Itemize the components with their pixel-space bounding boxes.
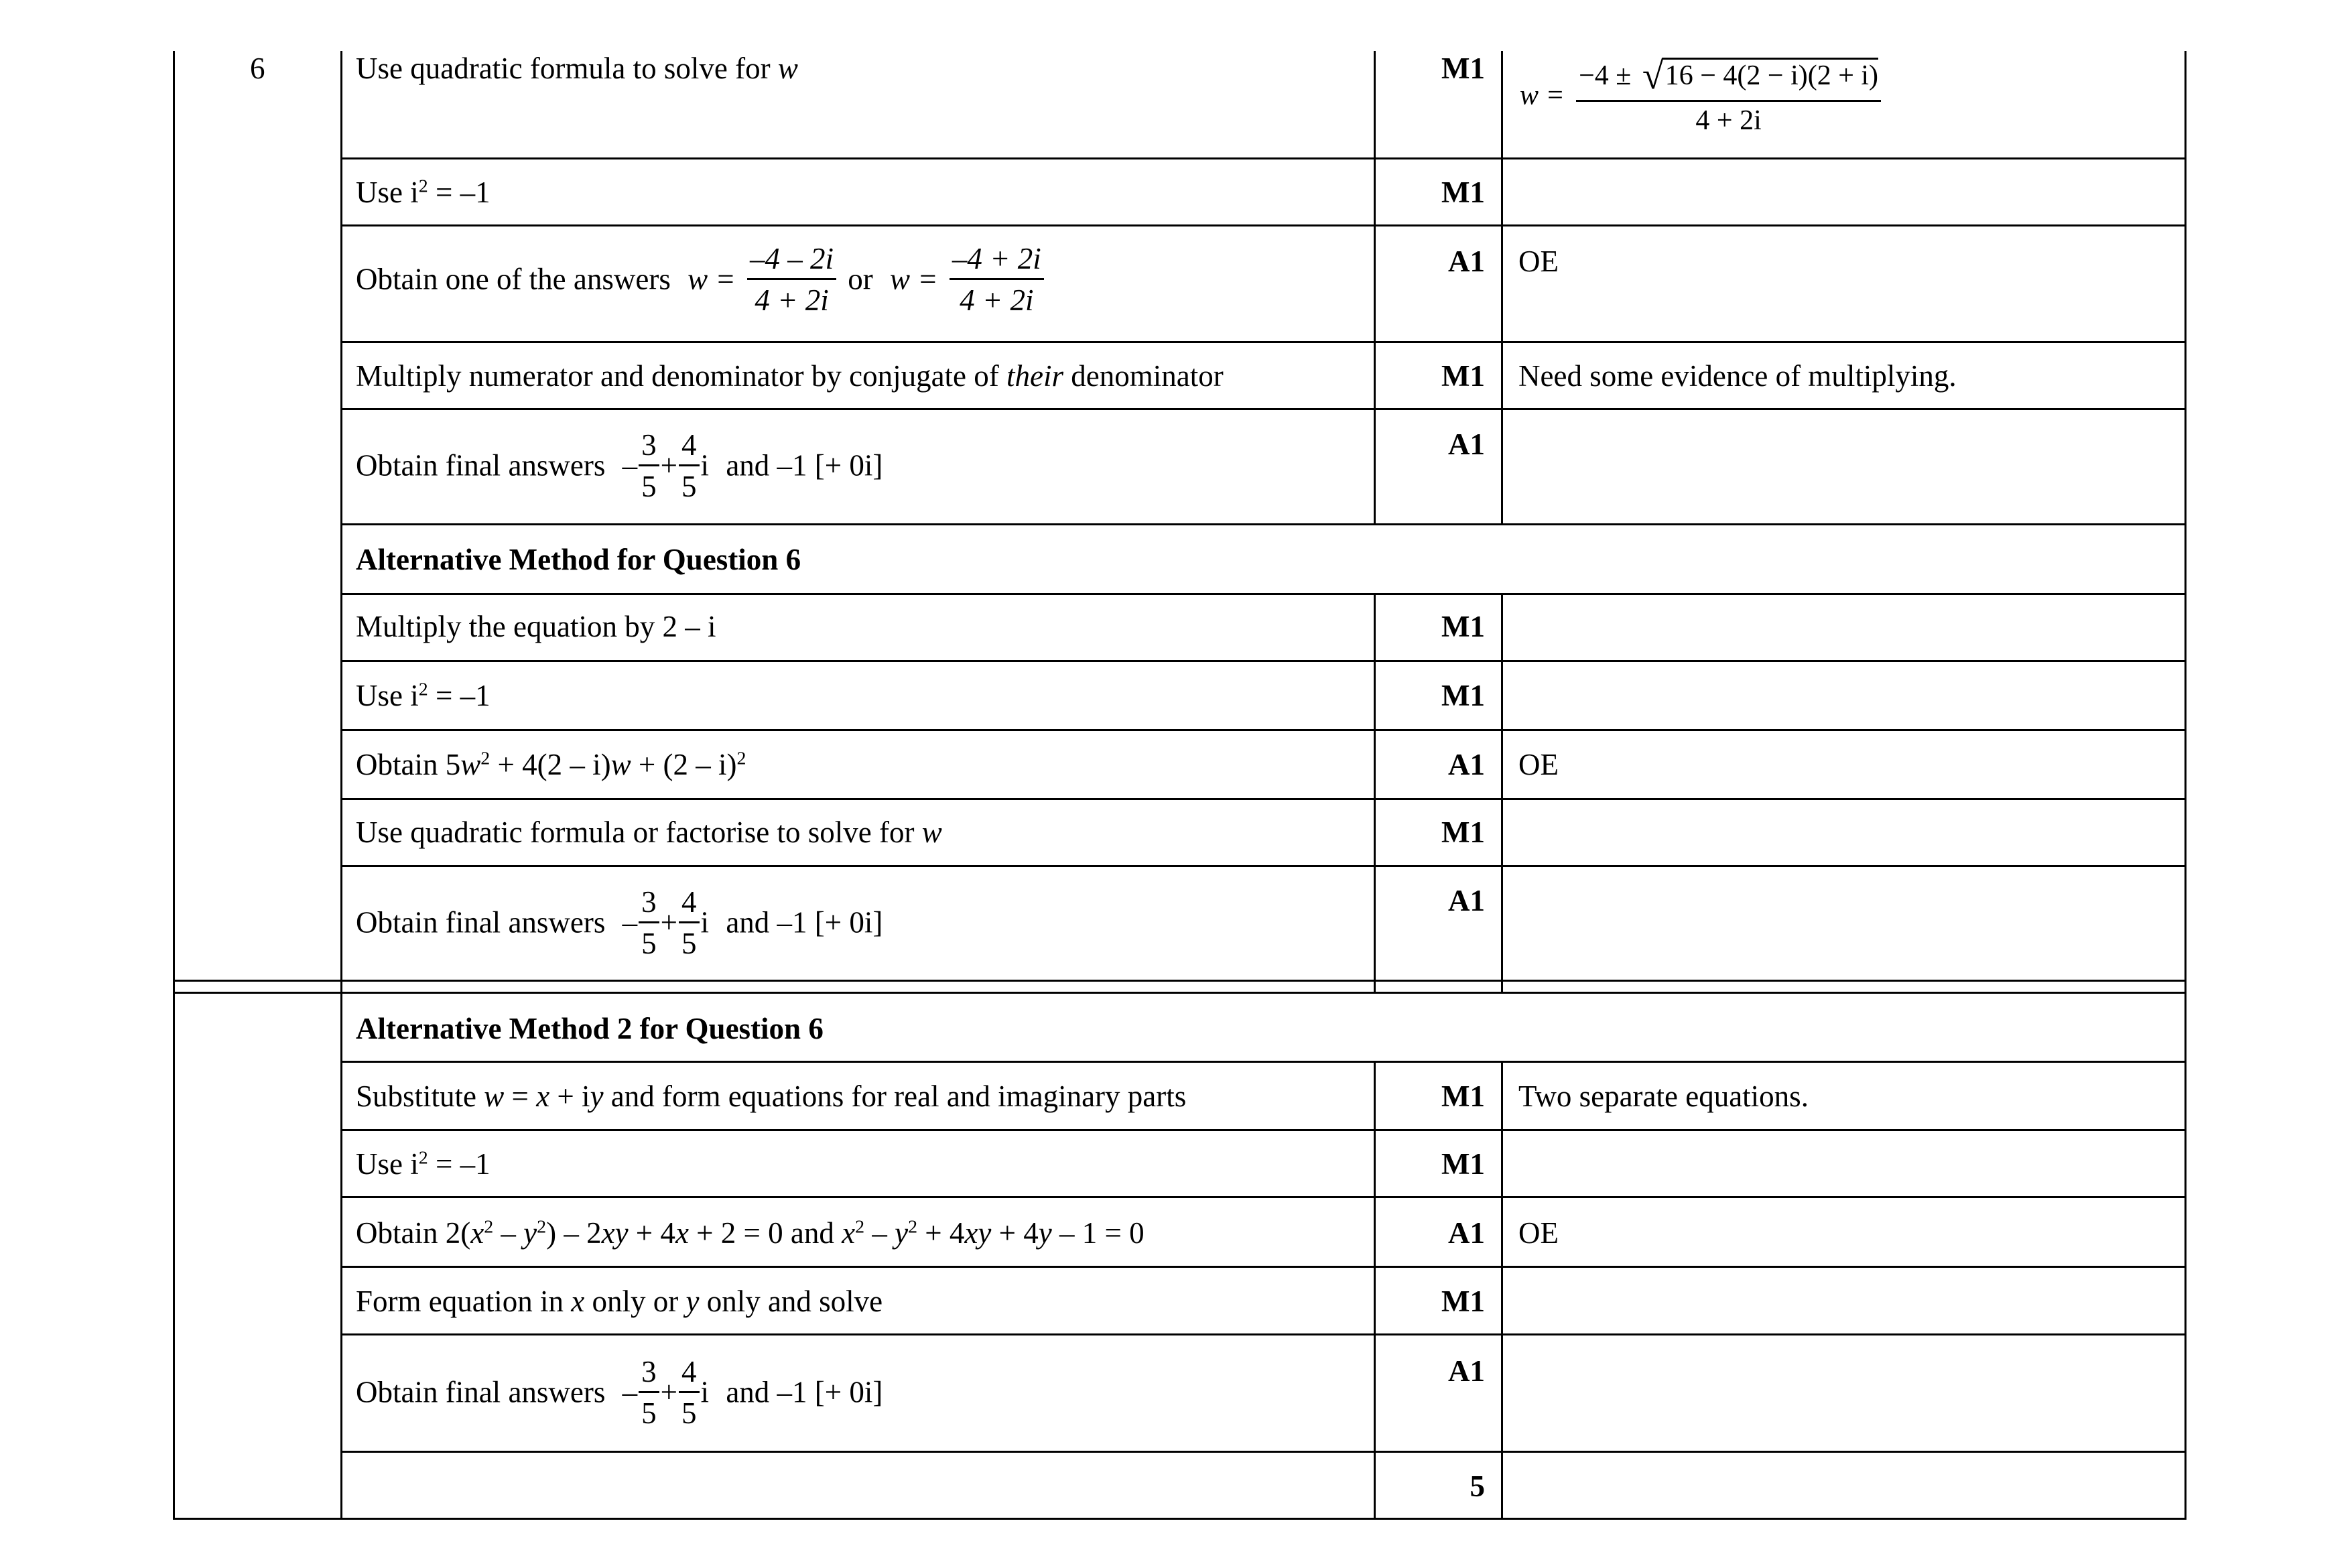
row-divider (340, 729, 2186, 731)
alternative-method-heading: Alternative Method 2 for Question 6 (356, 1012, 824, 1045)
mark-code: M1 (1441, 679, 1485, 712)
row-divider (340, 865, 2186, 867)
mark-code: M1 (1441, 359, 1485, 393)
mark-code: M1 (1441, 1285, 1485, 1318)
mark-code: A1 (1448, 748, 1485, 781)
table-border (2184, 992, 2186, 1519)
answer-text: Use $i^2 = -1$ (356, 176, 491, 209)
mark-code: A1 (1448, 1216, 1485, 1250)
row-divider (340, 1451, 2186, 1453)
row-divider (340, 1061, 2186, 1063)
row-divider (340, 523, 2186, 525)
row-divider (340, 1333, 2186, 1335)
mark-code: A1 (1448, 428, 1485, 461)
table-border (340, 51, 342, 993)
row-divider (340, 157, 2186, 159)
answer-text: Multiply numerator and denominator by conjugate of their denominator (356, 359, 1224, 393)
answer-text: Obtain final answers – $\frac{3}{5}$ + $\frac{4}{5}$ i and –1 [+ 0i] (356, 885, 883, 960)
answer-text: Obtain one of the answers w = $\frac{-4 - 2i}{4 + 2i}$ or w = $\frac{-4 + 2i}{4 + 2i}$ (356, 243, 1048, 316)
mark-code: M1 (1441, 52, 1485, 85)
table-border (340, 992, 342, 1519)
row-divider (340, 1129, 2186, 1131)
answer-text: Multiply the equation by 2 – i (356, 610, 716, 643)
answer-text: Form equation in x only or y only and solve (356, 1285, 883, 1318)
mark-code: M1 (1441, 176, 1485, 209)
section-divider (173, 980, 2186, 982)
table-border (173, 992, 175, 1519)
row-divider (340, 593, 2186, 595)
table-border (1501, 593, 1503, 993)
table-border (1374, 593, 1376, 993)
section-divider (173, 992, 2186, 994)
table-border (1374, 51, 1376, 525)
question-number: 6 (250, 52, 265, 85)
row-divider (340, 224, 2186, 226)
answer-text: Use quadratic formula or factorise to solve for w (356, 815, 942, 849)
answer-text: Obtain final answers – $\frac{3}{5}$ + $\frac{4}{5}$ i and –1 [+ 0i] (356, 428, 883, 503)
row-divider (340, 660, 2186, 662)
guidance-text: Two separate equations. (1518, 1080, 1809, 1113)
answer-text: Obtain $5w^2 + 4(2 - i)w + (2 - i)^2$ (356, 748, 746, 781)
mark-code: M1 (1441, 610, 1485, 643)
row-divider (340, 1266, 2186, 1268)
table-border (2184, 51, 2186, 993)
row-divider (340, 798, 2186, 800)
mark-code: A1 (1448, 884, 1485, 917)
answer-text: Use $i^2 = -1$ (356, 1147, 491, 1181)
answer-text: Use $i^2 = -1$ (356, 679, 491, 712)
mark-code: A1 (1448, 245, 1485, 278)
mark-code: M1 (1441, 815, 1485, 849)
mark-code: A1 (1448, 1354, 1485, 1388)
row-divider (340, 341, 2186, 343)
mark-code: M1 (1441, 1147, 1485, 1181)
answer-text: Use quadratic formula to solve for w (356, 52, 798, 85)
answer-text: Obtain final answers – $\frac{3}{5}$ + $\frac{4}{5}$ i and –1 [+ 0i] (356, 1355, 883, 1430)
guidance-text: OE (1518, 245, 1559, 278)
table-border (1501, 51, 1503, 525)
total-marks: 5 (1470, 1469, 1485, 1503)
guidance-text: OE (1518, 748, 1559, 781)
mark-code: M1 (1441, 1080, 1485, 1113)
table-border (173, 51, 175, 993)
guidance-text: Need some evidence of multiplying. (1518, 359, 1957, 393)
table-bottom-border (173, 1518, 2186, 1520)
answer-text: Substitute w = x + iy and form equations for real and imaginary parts (356, 1080, 1187, 1113)
guidance-text: OE (1518, 1216, 1559, 1250)
alternative-method-heading: Alternative Method for Question 6 (356, 543, 801, 576)
answer-text: Obtain $2(x^2 - y^2) - 2xy + 4x + 2 = 0$ and $x^2 - y^2 + 4xy + 4y - 1 = 0$ (356, 1216, 1145, 1250)
row-divider (340, 1196, 2186, 1198)
row-divider (340, 408, 2186, 410)
guidance-formula: w = $\frac{-4 \pm √16 - 4(2 - i)(2 + i)}{4 + 2i}$ (1520, 55, 1885, 136)
